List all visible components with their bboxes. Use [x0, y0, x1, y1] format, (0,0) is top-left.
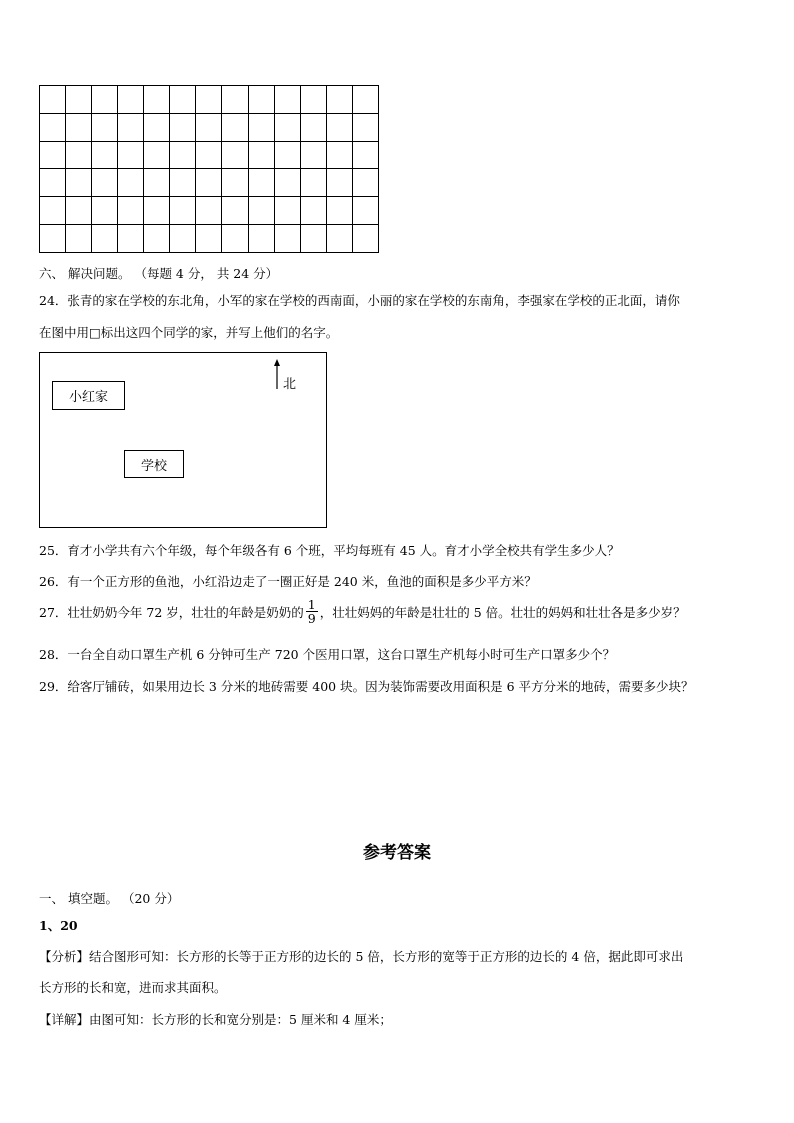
- grid-cell: [170, 141, 196, 169]
- grid-cell: [170, 86, 196, 114]
- detail-tag: 【详解】: [39, 1012, 90, 1027]
- north-label: 北: [283, 377, 297, 392]
- school-label: 学校: [124, 450, 184, 478]
- grid-cell: [222, 225, 248, 253]
- grid-cell: [196, 113, 222, 141]
- grid-cell: [144, 197, 170, 225]
- grid-cell: [300, 225, 326, 253]
- grid-cell: [274, 113, 300, 141]
- grid-cell: [92, 169, 118, 197]
- grid-cell: [248, 169, 274, 197]
- grid-row: [40, 225, 379, 253]
- grid-cell: [118, 169, 144, 197]
- section-six-title: 六、 解决问题。 （每题 4 分， 共 24 分）: [39, 266, 279, 281]
- grid-cell: [274, 141, 300, 169]
- grid-row: [40, 141, 379, 169]
- question-29: 29．给客厅铺砖，如果用边长 3 分米的地砖需要 400 块。因为装饰需要改用面积是 6 平方分米的地砖，需要多少块？: [39, 679, 694, 694]
- grid-cell: [222, 169, 248, 197]
- grid-cell: [326, 86, 352, 114]
- analysis-text: 结合图形可知：长方形的长等于正方形的边长的 5 倍，长方形的宽等于正方形的边长的 4 倍，据此即可求出: [89, 949, 684, 964]
- analysis-tag: 【分析】: [39, 949, 90, 964]
- grid-cell: [66, 197, 92, 225]
- grid-cell: [222, 86, 248, 114]
- grid-cell: [248, 86, 274, 114]
- fraction-numerator: 1: [307, 597, 316, 612]
- grid-cell: [300, 197, 326, 225]
- grid-cell: [196, 141, 222, 169]
- grid-cell: [222, 197, 248, 225]
- grid-cell: [40, 113, 66, 141]
- answer-item-1: 1、20: [39, 918, 78, 933]
- grid-cell: [118, 113, 144, 141]
- grid-cell: [170, 225, 196, 253]
- grid-cell: [222, 141, 248, 169]
- analysis-line1: [39, 947, 683, 965]
- question-25: 25．育才小学共有六个年级，每个年级各有 6 个班，平均每班有 45 人。育才小学全校共有学生多少人？: [39, 543, 620, 558]
- grid-cell: [40, 197, 66, 225]
- north-arrow-icon: [272, 359, 282, 391]
- answers-title: 参考答案: [363, 843, 431, 863]
- grid-cell: [352, 197, 378, 225]
- grid-cell: [40, 86, 66, 114]
- grid-cell: [144, 225, 170, 253]
- grid-cell: [326, 197, 352, 225]
- grid-cell: [144, 113, 170, 141]
- grid-cell: [196, 225, 222, 253]
- grid-cell: [274, 225, 300, 253]
- grid-cell: [66, 113, 92, 141]
- grid-row: [40, 169, 379, 197]
- grid-cell: [248, 113, 274, 141]
- grid-cell: [326, 141, 352, 169]
- grid-cell: [274, 169, 300, 197]
- grid-cell: [222, 113, 248, 141]
- grid-cell: [352, 113, 378, 141]
- question-27: [39, 598, 686, 625]
- grid-cell: [66, 169, 92, 197]
- fraction-denominator: 9: [307, 611, 316, 627]
- grid-cell: [352, 225, 378, 253]
- grid-cell: [66, 225, 92, 253]
- grid-cell: [170, 197, 196, 225]
- grid-cell: [352, 141, 378, 169]
- question-27-text-before: 27．壮壮奶奶今年 72 岁，壮壮的年龄是奶奶的: [39, 604, 304, 620]
- grid-cell: [92, 225, 118, 253]
- fraction-one-ninth: [306, 598, 318, 625]
- grid-cell: [170, 113, 196, 141]
- question-24-line2: 在图中用□标出这四个同学的家，并写上他们的名字。: [39, 325, 339, 340]
- grid-cell: [40, 141, 66, 169]
- grid-cell: [118, 141, 144, 169]
- grid-cell: [40, 225, 66, 253]
- grid-cell: [300, 169, 326, 197]
- detail-text: 由图可知：长方形的长和宽分别是：5 厘米和 4 厘米；: [89, 1012, 392, 1027]
- grid-cell: [170, 169, 196, 197]
- grid-cell: [352, 86, 378, 114]
- direction-map: [39, 352, 327, 528]
- grid-cell: [40, 169, 66, 197]
- grid-cell: [118, 225, 144, 253]
- grid-row: [40, 113, 379, 141]
- question-26: 26．有一个正方形的鱼池，小红沿边走了一圈正好是 240 米，鱼池的面积是多少平方米？: [39, 574, 537, 589]
- grid-cell: [118, 86, 144, 114]
- grid-cell: [274, 197, 300, 225]
- grid-cell: [274, 86, 300, 114]
- grid-cell: [326, 169, 352, 197]
- detail-line1: [39, 1010, 392, 1028]
- grid-cell: [92, 141, 118, 169]
- grid-cell: [144, 141, 170, 169]
- grid-cell: [196, 86, 222, 114]
- grid-cell: [248, 141, 274, 169]
- grid-row: [40, 86, 379, 114]
- grid-cell: [92, 86, 118, 114]
- grid-cell: [352, 169, 378, 197]
- grid-cell: [66, 141, 92, 169]
- grid-cell: [92, 113, 118, 141]
- xiaohong-home-label: 小红家: [52, 381, 125, 410]
- grid-cell: [300, 113, 326, 141]
- grid-cell: [196, 197, 222, 225]
- question-27-text-after: ，壮壮妈妈的年龄是壮壮的 5 倍。壮壮的妈妈和壮壮各是多少岁？: [319, 604, 686, 620]
- question-28: 28．一台全自动口罩生产机 6 分钟可生产 720 个医用口罩，这台口罩生产机每小时可生产口罩多少个？: [39, 647, 616, 662]
- grid-cell: [326, 225, 352, 253]
- grid-cell: [326, 113, 352, 141]
- grid-cell: [300, 86, 326, 114]
- grid-cell: [144, 169, 170, 197]
- grid-cell: [248, 225, 274, 253]
- grid-cell: [144, 86, 170, 114]
- grid-cell: [92, 197, 118, 225]
- grid-cell: [248, 197, 274, 225]
- grid-cell: [66, 86, 92, 114]
- grid-row: [40, 197, 379, 225]
- grid-cell: [118, 197, 144, 225]
- analysis-line2: 长方形的长和宽，进而求其面积。: [39, 980, 227, 995]
- grid-cell: [196, 169, 222, 197]
- question-24-line1: 24．张青的家在学校的东北角，小军的家在学校的西南面，小丽的家在学校的东南角，李强家在学校的正北面，请你: [39, 293, 680, 308]
- answers-section-one: 一、 填空题。 （20 分）: [39, 891, 180, 906]
- answer-grid: [39, 85, 379, 253]
- grid-cell: [300, 141, 326, 169]
